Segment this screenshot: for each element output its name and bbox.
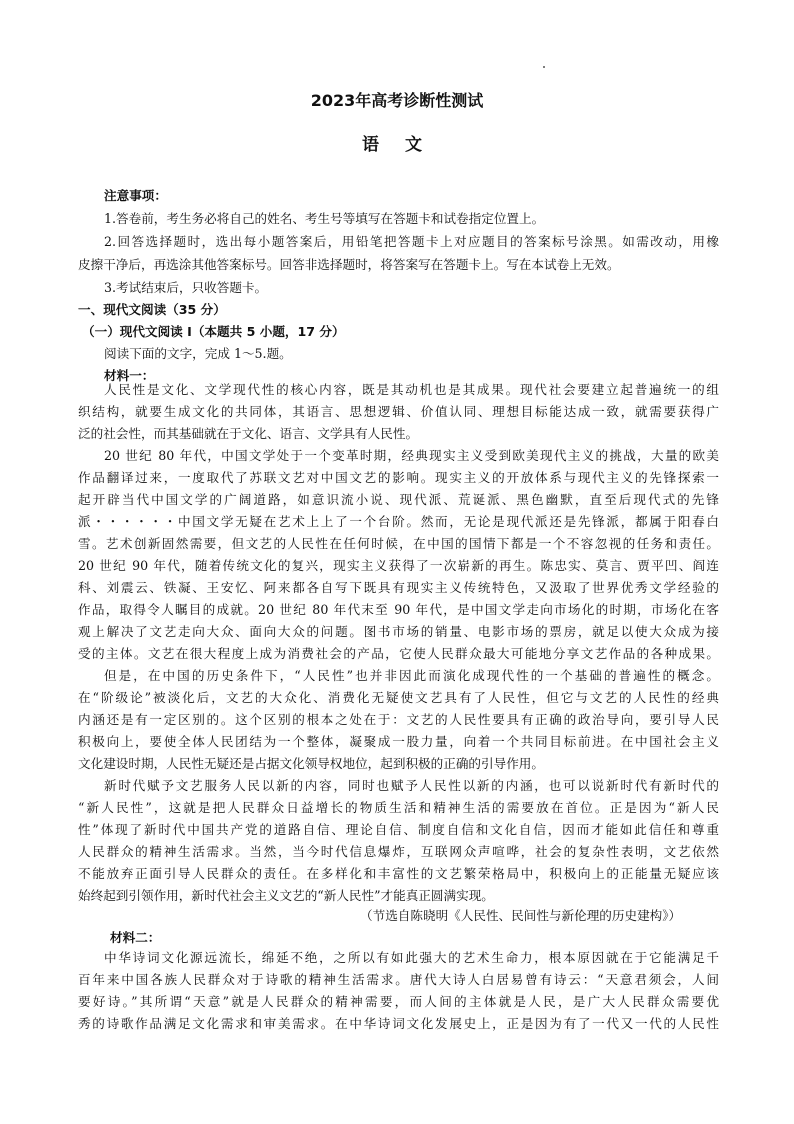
notice-item-3: 3.考试结束后，只收答题卡。 xyxy=(104,280,268,295)
paragraph-line: 雪。艺术创新固然需要，但文艺的人民性在任何时候，在中国的国情下都是一个不容忽视的任务和责任。 xyxy=(78,536,719,551)
paragraph-line: 内涵还是有一定区别的。这个区别的根本之处在于：文艺的人民性要具有正确的政治导向，要引导人民 xyxy=(78,712,719,727)
paragraph-line: 积极向上，要使全体人民团结为一个整体，凝聚成一股力量，向着一个共同目标前进。在中国社会主义 xyxy=(78,734,719,749)
subsection-heading: （一）现代文阅读 I（本题共 5 小题，17 分） xyxy=(82,324,345,339)
reading-instruction: 阅读下面的文字，完成 1～5.题。 xyxy=(104,346,292,361)
paragraph-line: “新人民性”，这就是把人民群众日益增长的物质生活和精神生活的需要放在首位。正是因为“新人民 xyxy=(78,800,719,815)
paragraph-line: 作品，取得令人瞩目的成就。20 世纪 80 年代末至 90 年代，是中国文学走向市场化的时期，市场化在客 xyxy=(78,602,719,617)
paragraph-line: 秀的诗歌作品满足文化需求和审美需求。在中华诗词文化发展史上，正是因为有了一代又一代的人民性 xyxy=(78,1016,719,1031)
paragraph-line: 受的主体。文艺在很大程度上成为消费社会的产品，它使人民群众最大可能地分享文艺作品的各种成果。 xyxy=(78,646,719,661)
paragraph-line: 不能放弃正面引导人民群众的责任。在多样化和丰富性的文艺繁荣格局中，积极向上的正能量无疑应该 xyxy=(78,866,719,881)
notice-heading: 注意事项： xyxy=(104,188,167,203)
section-heading: 一、现代文阅读（35 分） xyxy=(78,302,226,317)
material-2-label: 材料二： xyxy=(110,930,161,945)
paragraph-line: 要好诗。”其所谓“天意”就是人民群众的精神需要，而人间的主体就是人民，是广大人民群众需要优 xyxy=(78,994,719,1009)
notice-item-1: 1.答卷前，考生务必将自己的姓名、考生号等填写在答题卡和试卷指定位置上。 xyxy=(104,211,545,226)
paragraph-line: 20 世纪 90 年代，随着传统文化的复兴，现实主义获得了一次崭新的再生。陈忠实、莫言、贾平凹、阎连 xyxy=(78,558,719,573)
paragraph-line: 但是，在中国的历史条件下，“人民性”也并非因此而演化成现代性的一个基础的普遍性的概念。 xyxy=(104,668,719,683)
subject-title: 语 文 xyxy=(362,135,432,155)
paragraph-line: 作品翻译过来，一度取代了苏联文艺对中国文艺的影响。现实主义的开放体系与现代主义的先锋探索一 xyxy=(78,470,719,485)
material-1-source: （节选自陈晓明《人民性、民间性与新伦理的历史建构》） xyxy=(360,908,682,923)
paragraph-line: 起开辟当代中国文学的广阔道路，如意识流小说、现代派、荒诞派、黑色幽默，直至后现代式的先锋 xyxy=(78,492,719,507)
paragraph-line: 泛的社会性，而其基础就在于文化、语言、文学具有人民性。 xyxy=(78,426,419,441)
paragraph-line: 观上解决了文艺走向大众、面向大众的问题。图书市场的销量、电影市场的票房，就足以使大众成为接 xyxy=(78,624,719,639)
paragraph-line: 织结构，就要生成文化的共同体，其语言、思想逻辑、价值认同、理想目标能达成一致，就需要获得广 xyxy=(78,404,719,419)
paragraph-line: 新时代赋予文艺服务人民以新的内容，同时也赋予人民性以新的内涵，也可以说新时代有新时代的 xyxy=(104,778,719,793)
paragraph-line: 性”体现了新时代中国共产党的道路自信、理论自信、制度自信和文化自信，因而才能如此信任和尊重 xyxy=(78,822,719,837)
paragraph-line: 人民群众的精神生活需求。当然，当今时代信息爆炸，互联网众声喧哗，社会的复杂性表明，文艺依然 xyxy=(78,844,719,859)
paragraph-line: 在“阶级论”被淡化后，文艺的大众化、消费化无疑使文艺具有了人民性，但它与文艺的人民性的经典 xyxy=(78,690,719,705)
paragraph-line: 文化建设时期，人民性无疑还是占据文化领导权地位，起到积极的正确的引导作用。 xyxy=(78,756,544,771)
notice-item-2-line-1: 2.回答选择题时，选出每小题答案后，用铅笔把答题卡上对应题目的答案标号涂黑。如需改动，用橡 xyxy=(104,234,719,249)
scan-speck xyxy=(543,66,545,68)
exam-title: 2023年高考诊断性测试 xyxy=(310,91,484,110)
notice-item-2-line-2: 皮擦干净后，再选涂其他答案标号。回答非选择题时，将答案写在答题卡上。写在本试卷上无效。 xyxy=(78,257,620,272)
paragraph-line: 中华诗词文化源远流长，绵延不绝，之所以有如此强大的艺术生命力，根本原因就在于它能满足千 xyxy=(104,950,719,965)
paragraph-line: 百年来中国各族人民群众对于诗歌的精神生活需求。唐代大诗人白居易曾有诗云：“天意君须会，人间 xyxy=(78,972,719,987)
paragraph-line: 派・・・・・・中国文学无疑在艺术上上了一个台阶。然而，无论是现代派还是先锋派，都属于阳春白 xyxy=(78,514,719,529)
paragraph-line: 20 世纪 80 年代，中国文学处于一个变革时期，经典现实主义受到欧美现代主义的挑战，大量的欧美 xyxy=(104,448,719,463)
paragraph-line: 科、刘震云、铁凝、王安忆、阿来都各自写下既具有现实主义传统特色，又汲取了世界优秀文学经验的 xyxy=(78,580,719,595)
paragraph-line: 人民性是文化、文学现代性的核心内容，既是其动机也是其成果。现代社会要建立起普遍统一的组 xyxy=(104,382,719,397)
paragraph-line: 始终起到引领作用，新时代社会主义文艺的“新人民性”才能真正圆满实现。 xyxy=(78,888,494,903)
material-1-label: 材料一： xyxy=(104,368,155,383)
